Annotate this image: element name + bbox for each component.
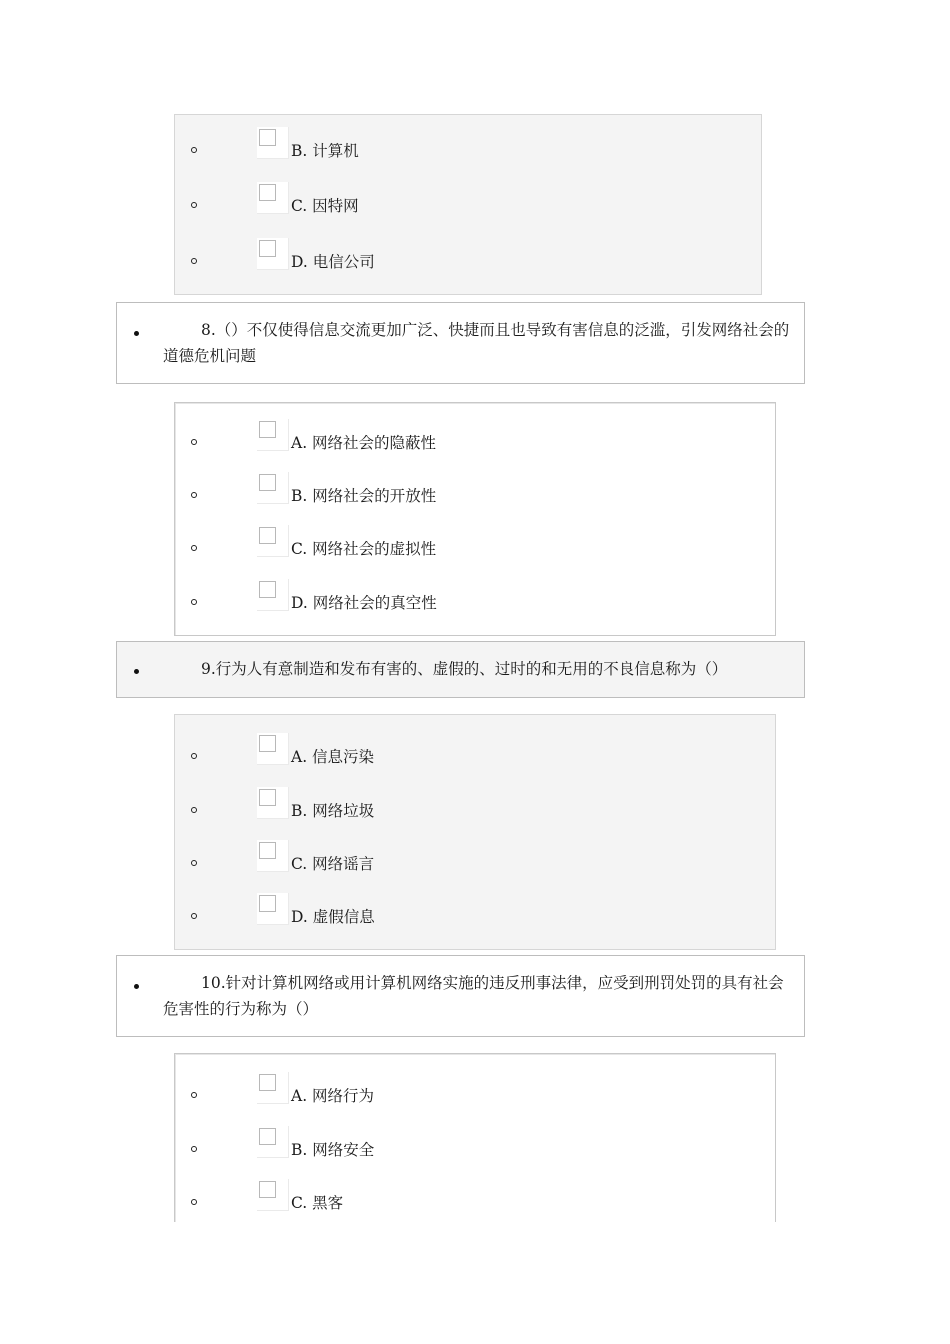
checkbox[interactable] [257,893,289,925]
option-q10-a[interactable] [175,1080,775,1110]
list-bullet [134,984,139,989]
option-q9-c[interactable] [175,848,775,878]
checkbox[interactable] [257,1179,289,1211]
option-label: C. 网络谣言 [291,855,375,873]
question-8 [116,302,805,384]
checkbox[interactable] [257,1126,289,1158]
question-text: 10.针对计算机网络或用计算机网络实施的违反刑事法律，应受到刑罚处罚的具有社会危害性的行为称为（） [163,974,784,1018]
checkbox[interactable] [257,787,289,819]
checkbox[interactable] [257,472,289,504]
option-label: B. 网络垃圾 [291,802,375,820]
checkbox[interactable] [257,1072,289,1104]
option-label: C. 网络社会的虚拟性 [291,540,437,558]
option-q10-c[interactable] [175,1187,775,1217]
question-10 [116,955,805,1037]
option-q9-d[interactable] [175,901,775,931]
option-q9-b[interactable] [175,795,775,825]
checkbox[interactable] [257,525,289,557]
checkbox[interactable] [257,579,289,611]
list-marker [191,202,197,208]
list-bullet [134,669,139,674]
question-9 [116,641,805,698]
checkbox[interactable] [257,733,289,765]
checkbox[interactable] [257,238,289,270]
option-label: A. 网络社会的隐蔽性 [291,434,437,452]
checkbox[interactable] [257,127,289,159]
option-q7-d[interactable] [175,246,761,276]
list-marker [191,258,197,264]
option-label: B. 网络社会的开放性 [291,487,437,505]
option-q7-b[interactable] [175,135,761,165]
q10-options-panel [174,1053,776,1222]
option-label: B. 计算机 [291,142,359,160]
option-q9-a[interactable] [175,741,775,771]
list-marker [191,807,197,813]
option-q8-c[interactable] [175,533,775,563]
option-q8-b[interactable] [175,480,775,510]
list-marker [191,1199,197,1205]
option-label: D. 网络社会的真空性 [291,594,437,612]
list-marker [191,492,197,498]
list-marker [191,545,197,551]
option-label: B. 网络安全 [291,1141,375,1159]
option-q7-c[interactable] [175,190,761,220]
q8-options-panel [174,402,776,636]
checkbox[interactable] [257,840,289,872]
checkbox[interactable] [257,419,289,451]
option-label: D. 虚假信息 [291,908,375,926]
checkbox[interactable] [257,182,289,214]
list-marker [191,860,197,866]
list-bullet [134,331,139,336]
list-marker [191,599,197,605]
option-label: C. 因特网 [291,197,359,215]
q9-options-panel [174,714,776,950]
option-label: A. 网络行为 [291,1087,375,1105]
option-q8-a[interactable] [175,427,775,457]
option-label: C. 黑客 [291,1194,344,1212]
option-q10-b[interactable] [175,1134,775,1164]
list-marker [191,439,197,445]
list-marker [191,753,197,759]
option-label: A. 信息污染 [291,748,375,766]
list-marker [191,1092,197,1098]
question-text: 9.行为人有意制造和发布有害的、虚假的、过时的和无用的不良信息称为（） [201,660,728,678]
list-marker [191,147,197,153]
q7-options-panel [174,114,762,295]
list-marker [191,913,197,919]
option-label: D. 电信公司 [291,253,375,271]
question-text: 8.（）不仅使得信息交流更加广泛、快捷而且也导致有害信息的泛滥，引发网络社会的道德危机问题 [163,321,790,365]
list-marker [191,1146,197,1152]
option-q8-d[interactable] [175,587,775,617]
